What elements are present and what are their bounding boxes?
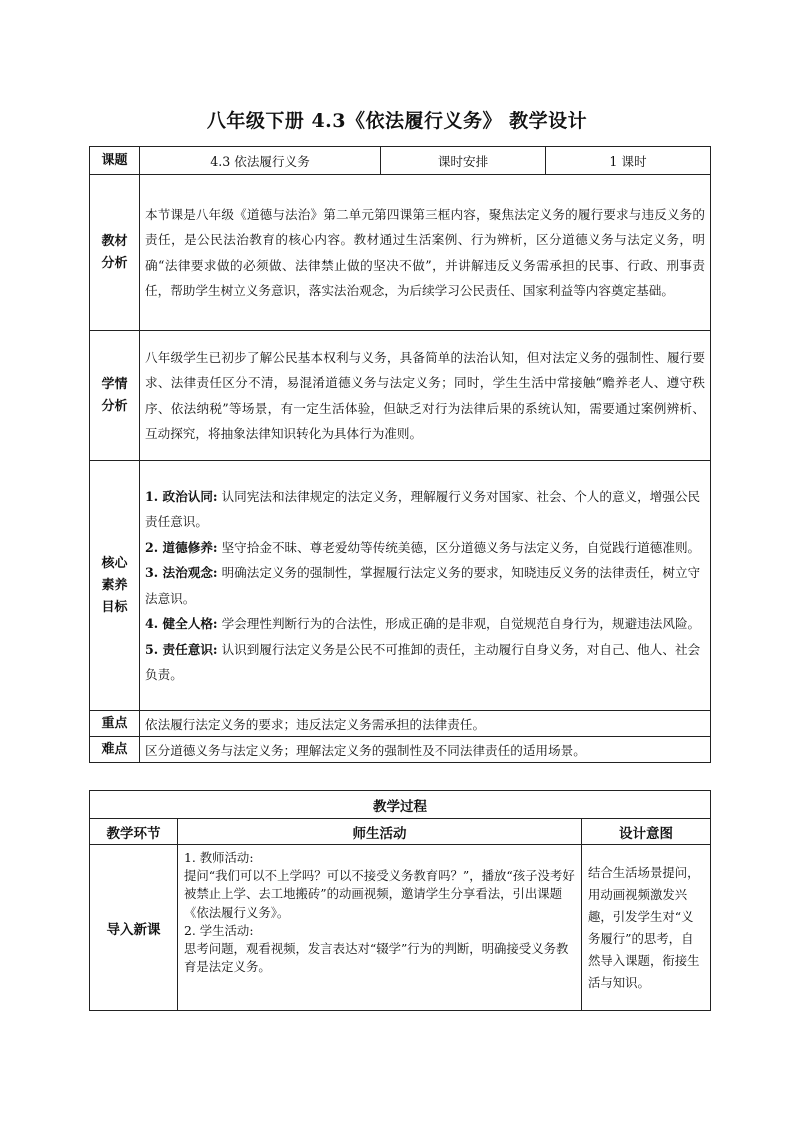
student-analysis-text: 八年级学生已初步了解公民基本权利与义务，具备简单的法治认知，但对法定义务的强制性、履行要求、法律责任区分不清，易混淆道德义务与法定义务；同时，学生生活中常接触“赡养老人、遵守秩序、依法纳税”等场景，有一定生活体验，但缺乏对行为法律后果的系统认知，需要通过案例辨析、互动探究，将抽象法律知识转化为具体行为准则。 xyxy=(140,331,711,461)
process-row-intro xyxy=(90,845,711,1011)
topic-label: 课题 xyxy=(90,147,140,175)
goal-item: 3. 法治观念: 明确法定义务的强制性，掌握履行法定义务的要求，知晓违反义务的法律责任，树立守法意识。 xyxy=(145,565,701,606)
textbook-analysis-label: 教材 分析 xyxy=(90,175,140,331)
process-title-row xyxy=(90,791,711,819)
core-literacy-label: 核心 素养 目标 xyxy=(90,461,140,711)
difficult-point-row xyxy=(90,737,711,763)
key-point-text: 依法履行法定义务的要求；违反法定义务需承担的法律责任。 xyxy=(140,711,711,737)
activity-line: 2. 学生活动: xyxy=(184,922,254,938)
activity-line: 思考问题，观看视频，发言表达对“辍学”行为的判断，明确接受义务教育是法定义务。 xyxy=(184,941,569,975)
process-title: 教学过程 xyxy=(90,791,711,819)
schedule-label: 课时安排 xyxy=(381,147,546,175)
document-title: 八年级下册 4.3《依法履行义务》 教学设计 xyxy=(206,110,588,132)
core-literacy-goals xyxy=(140,461,711,711)
teaching-process-table xyxy=(89,790,711,1011)
header-activities: 师生活动 xyxy=(178,819,582,845)
key-point-label: 重点 xyxy=(90,711,140,737)
goal-item: 5. 责任意识: 认识到履行法定义务是公民不可推卸的责任，主动履行自身义务，对自己、他人、社会负责。 xyxy=(145,641,701,682)
textbook-analysis-row xyxy=(90,175,711,331)
header-stage: 教学环节 xyxy=(90,819,178,845)
core-literacy-row xyxy=(90,461,711,711)
activities-cell xyxy=(178,845,582,1011)
intent-cell: 结合生活场景提问，用动画视频激发兴趣，引发学生对“义务履行”的思考，自然导入课题，衔接生活与知识。 xyxy=(582,845,711,1011)
goal-item: 4. 健全人格: 学会理性判断行为的合法性，形成正确的是非观，自觉规范自身行为，规避违法风险。 xyxy=(145,616,701,631)
topic-row xyxy=(90,147,711,175)
difficult-point-label: 难点 xyxy=(90,737,140,763)
activity-line: 1. 教师活动: xyxy=(184,850,254,865)
process-header-row xyxy=(90,819,711,845)
textbook-analysis-text: 本节课是八年级《道德与法治》第二单元第四课第三框内容，聚焦法定义务的履行要求与违反义务的责任，是公民法治教育的核心内容。教材通过生活案例、行为辨析，区分道德义务与法定义务，明确“法律要求做的必须做、法律禁止做的坚决不做”，并讲解违反义务需承担的民事、行政、刑事责任，帮助学生树立义务意识，落实法治观念，为后续学习公民责任、国家利益等内容奠定基础。 xyxy=(140,175,711,331)
header-intent: 设计意图 xyxy=(582,819,711,845)
key-point-row xyxy=(90,711,711,737)
goal-item: 1. 政治认同: 认同宪法和法律规定的法定义务，理解履行义务对国家、社会、个人的意义，增强公民责任意识。 xyxy=(145,488,701,529)
schedule-value: 1 课时 xyxy=(546,147,711,175)
goal-item: 2. 道德修养: 坚守拾金不昧、尊老爱幼等传统美德，区分道德义务与法定义务，自觉践行道德准则。 xyxy=(145,539,701,555)
topic-value: 4.3 依法履行义务 xyxy=(140,147,381,175)
stage-cell: 导入新课 xyxy=(90,845,178,1011)
student-analysis-label: 学情 分析 xyxy=(90,331,140,461)
lesson-info-table xyxy=(89,146,711,763)
student-analysis-row xyxy=(90,331,711,461)
difficult-point-text: 区分道德义务与法定义务；理解法定义务的强制性及不同法律责任的适用场景。 xyxy=(140,737,711,763)
activity-line: 提问“我们可以不上学吗？可以不接受义务教育吗？”，播放“孩子没考好被禁止上学、去工地搬砖”的动画视频，邀请学生分享看法，引出课题《依法履行义务》。 xyxy=(184,868,575,920)
